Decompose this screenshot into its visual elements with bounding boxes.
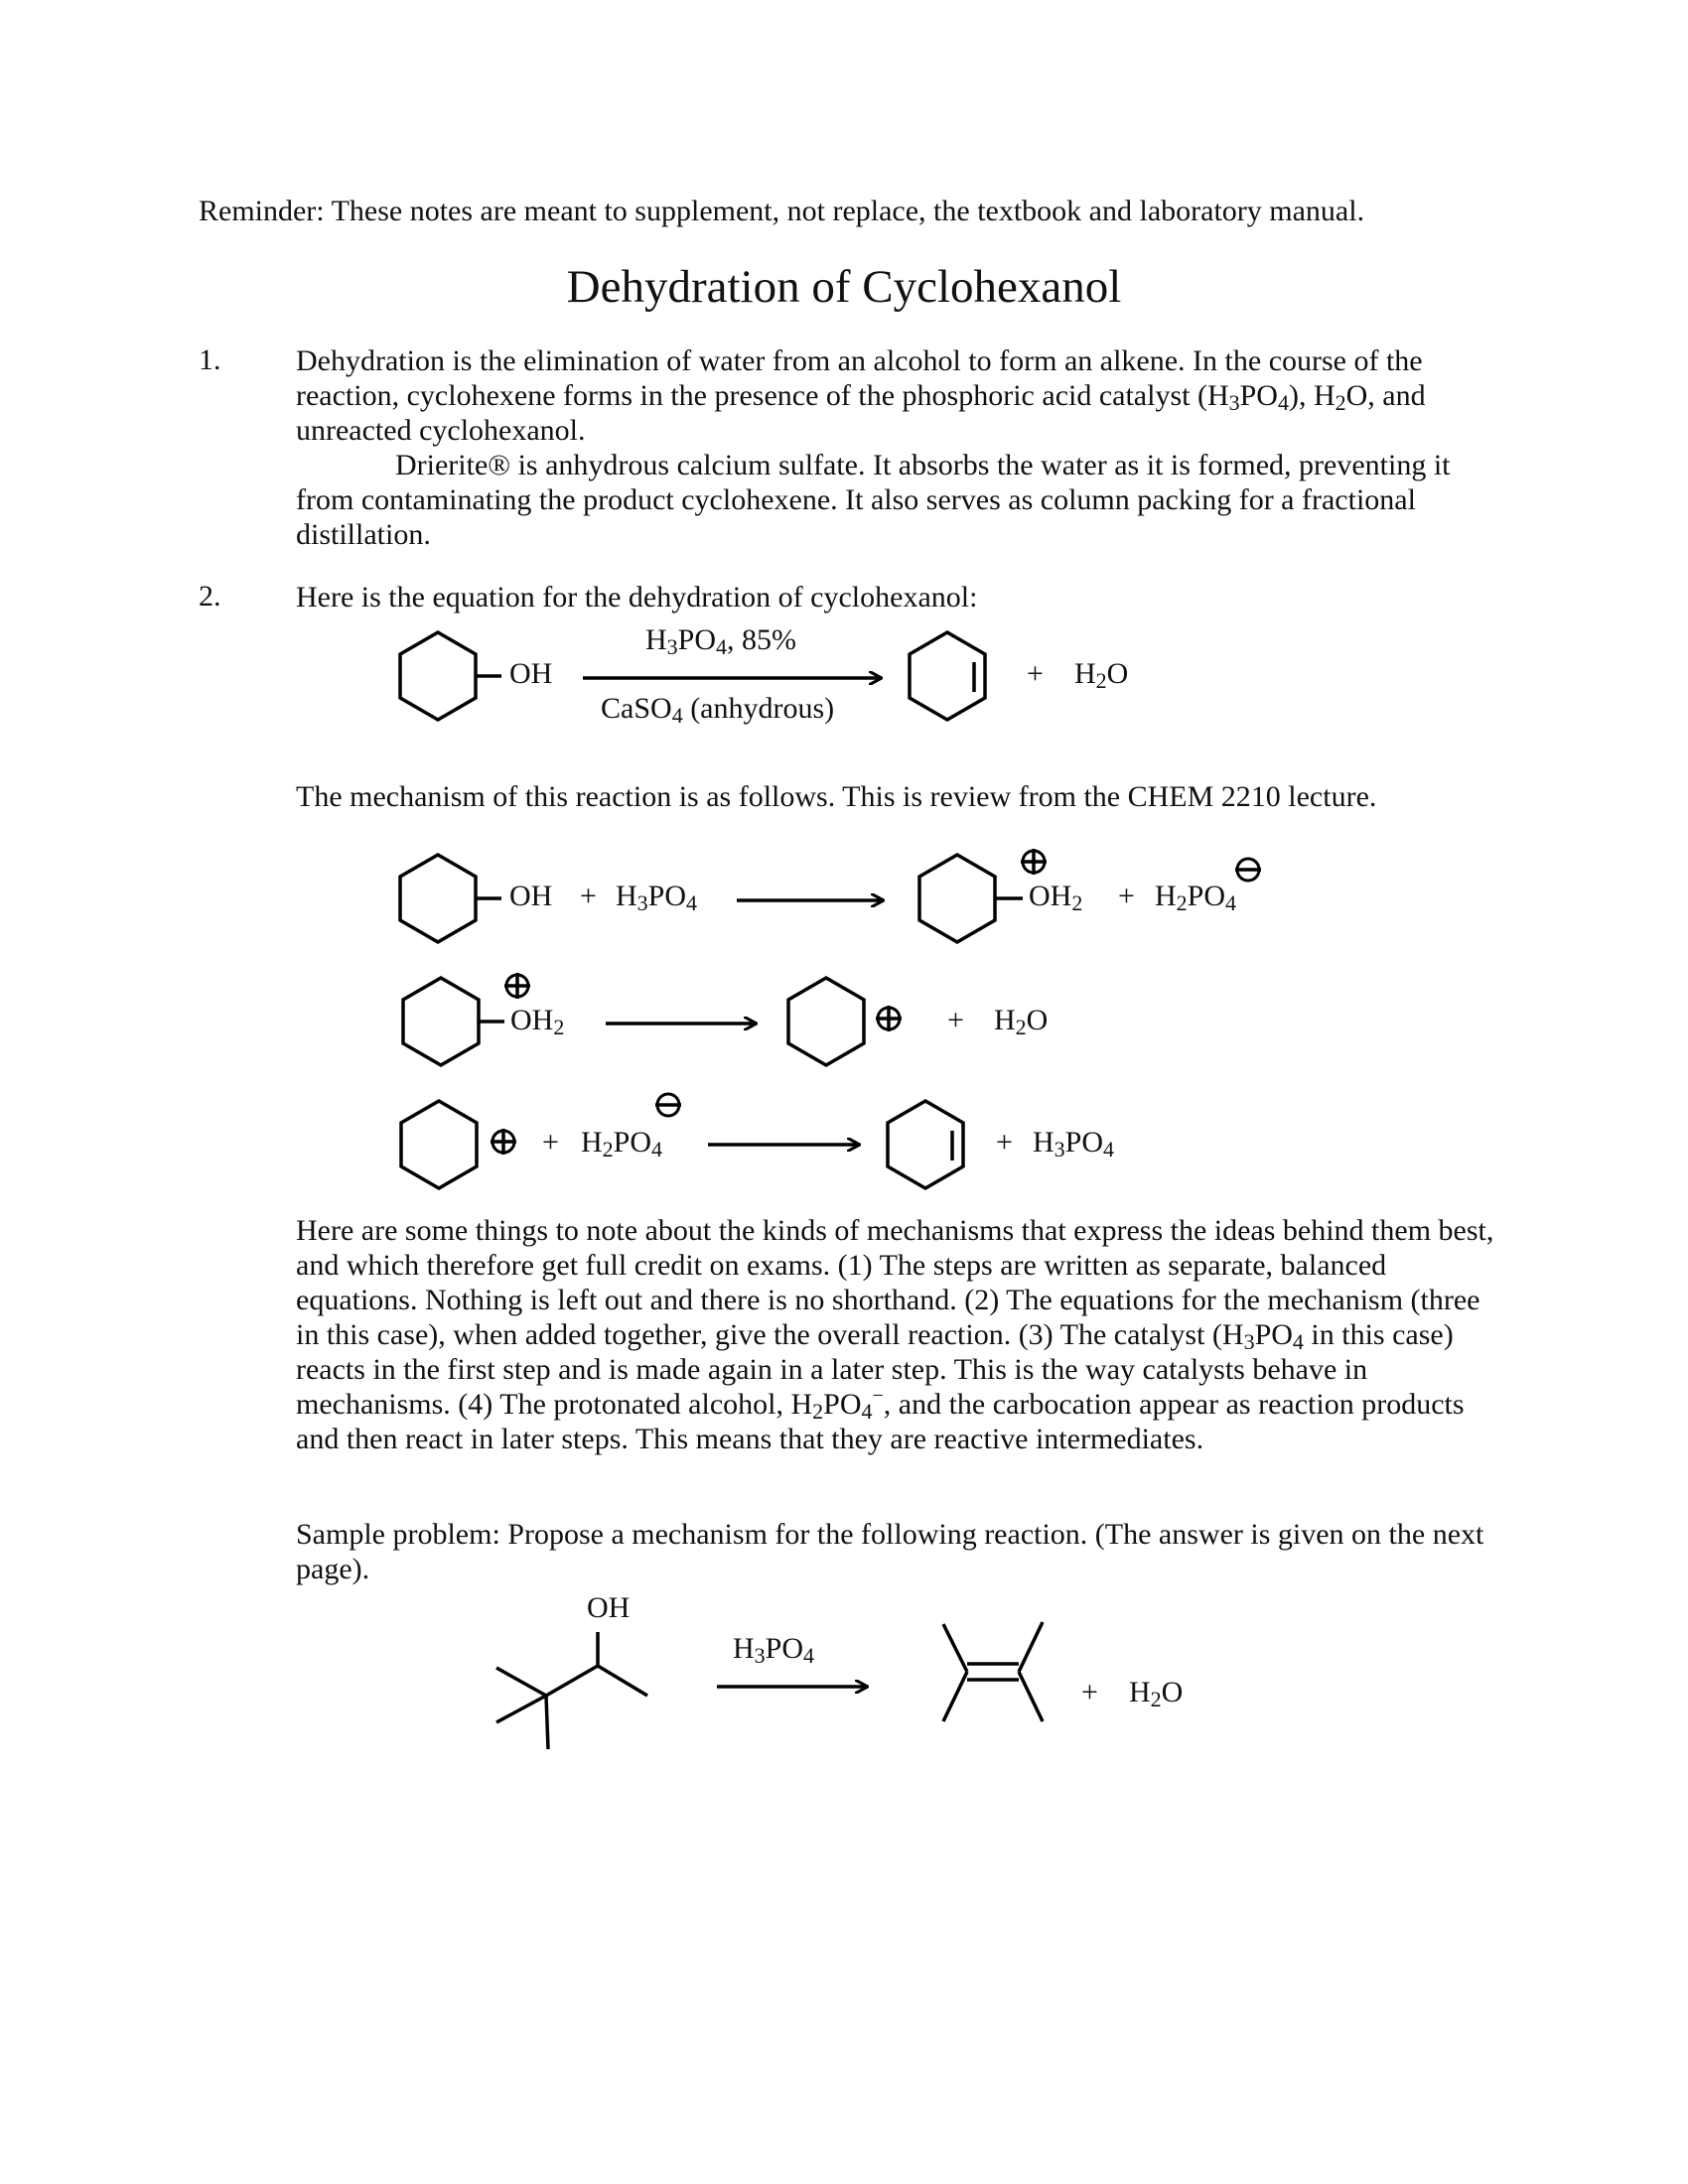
step3-acid: $H_3PO_4$ [1033,1126,1115,1161]
item-1-drierite-paragraph: Drierite® is anhydrous calcium sulfate. It absorbs the water as it is formed, preventing it from contaminating the product cyclohexene. It also serves as column packing for a fractional distillation. [296,449,1451,551]
item-1-number: 1. [199,343,221,376]
step1-plus-2: + [1118,880,1135,912]
sample-plus: + [1081,1676,1098,1708]
sample-problem-text: Sample problem: Propose a mechanism for the following reaction. (The answer is given on the next page). [296,1518,1484,1585]
sample-alcohol-structure [496,1632,647,1749]
equation-water: $H_2O$ [1074,657,1129,693]
minus-charge-icon [1235,859,1261,881]
sample-oh-label: OH [587,1591,631,1624]
cyclohexanol-structure [400,632,501,720]
plus-charge-icon [504,973,530,999]
equation-reagent-top: $H_3PO_4$, 85% [645,623,797,659]
step2-carbocation [788,978,864,1065]
step2-plus: + [947,1004,964,1036]
step2-protonated-alcohol [403,978,504,1065]
equation-plus: + [1027,657,1044,690]
step2-water: $H_2O$ [994,1004,1049,1039]
plus-charge-icon [1021,849,1047,875]
page-title: Dehydration of Cyclohexanol [566,261,1122,313]
item-2-number: 2. [199,580,221,613]
step1-oh2-label: $OH_2$ [1029,880,1083,915]
sample-water: $H_2O$ [1129,1676,1184,1711]
step3-plus: + [542,1126,559,1159]
step1-acid: $H_3PO_4$ [616,880,698,915]
step1-base: $H_2PO_4$ [1155,880,1237,915]
minus-charge-icon [655,1094,681,1116]
mechanism-intro: The mechanism of this reaction is as follows. This is review from the CHEM 2210 lecture. [296,780,1377,813]
equation-reagent-bottom: CaSO$_4$ (anhydrous) [601,692,835,728]
plus-charge-icon [491,1129,516,1155]
sample-alkene-structure [943,1622,1043,1721]
cyclohexene-product-structure [910,632,985,720]
sample-reagent: $H_3PO_4$ [733,1632,815,1668]
step3-carbocation [401,1101,477,1188]
equation-oh-label: OH [509,657,553,690]
step2-oh2-label: $OH_2$ [510,1004,565,1039]
step3-base: $H_2PO_4$ [581,1126,663,1161]
plus-charge-icon [876,1006,902,1031]
reminder-note: Reminder: These notes are meant to supplement, not replace, the textbook and laboratory manual. [199,195,1365,227]
step1-protonated-alcohol [919,855,1023,942]
step3-plus-2: + [996,1126,1013,1159]
item-2-intro: Here is the equation for the dehydration of cyclohexanol: [296,581,978,614]
step1-oh-label: OH [509,880,553,912]
step1-cyclohexanol [400,855,501,942]
step1-plus: + [580,880,597,912]
item-1-paragraph: Dehydration is the elimination of water from an alcohol to form an alkene. In the course of the reaction, cyclohexene forms in the presence of the phosphoric acid catalyst $(H_3PO_4)$, $H_2O$, and unreacted cyclohexanol. [296,344,1426,447]
mechanism-notes-paragraph: Here are some things to note about the kinds of mechanisms that express the ideas behind them best, and which therefore get full credit on exams. (1) The steps are written as separate, balanced equations. Nothing is left out and there is no shorthand. (2) The equations for the mechanism (three in this case), when added together, give the overall reaction. (3) The catalyst ($H_3PO_4$ in this case) reacts in the first step and is made again in a later step. This is the way catalysts behave in mechanisms. (4) The protonated alcohol, $H_2PO_4^-$, and the carbocation appear as reaction products and then react in later steps. This means that they are reactive intermediates. [296,1214,1494,1455]
step3-cyclohexene [888,1101,963,1188]
